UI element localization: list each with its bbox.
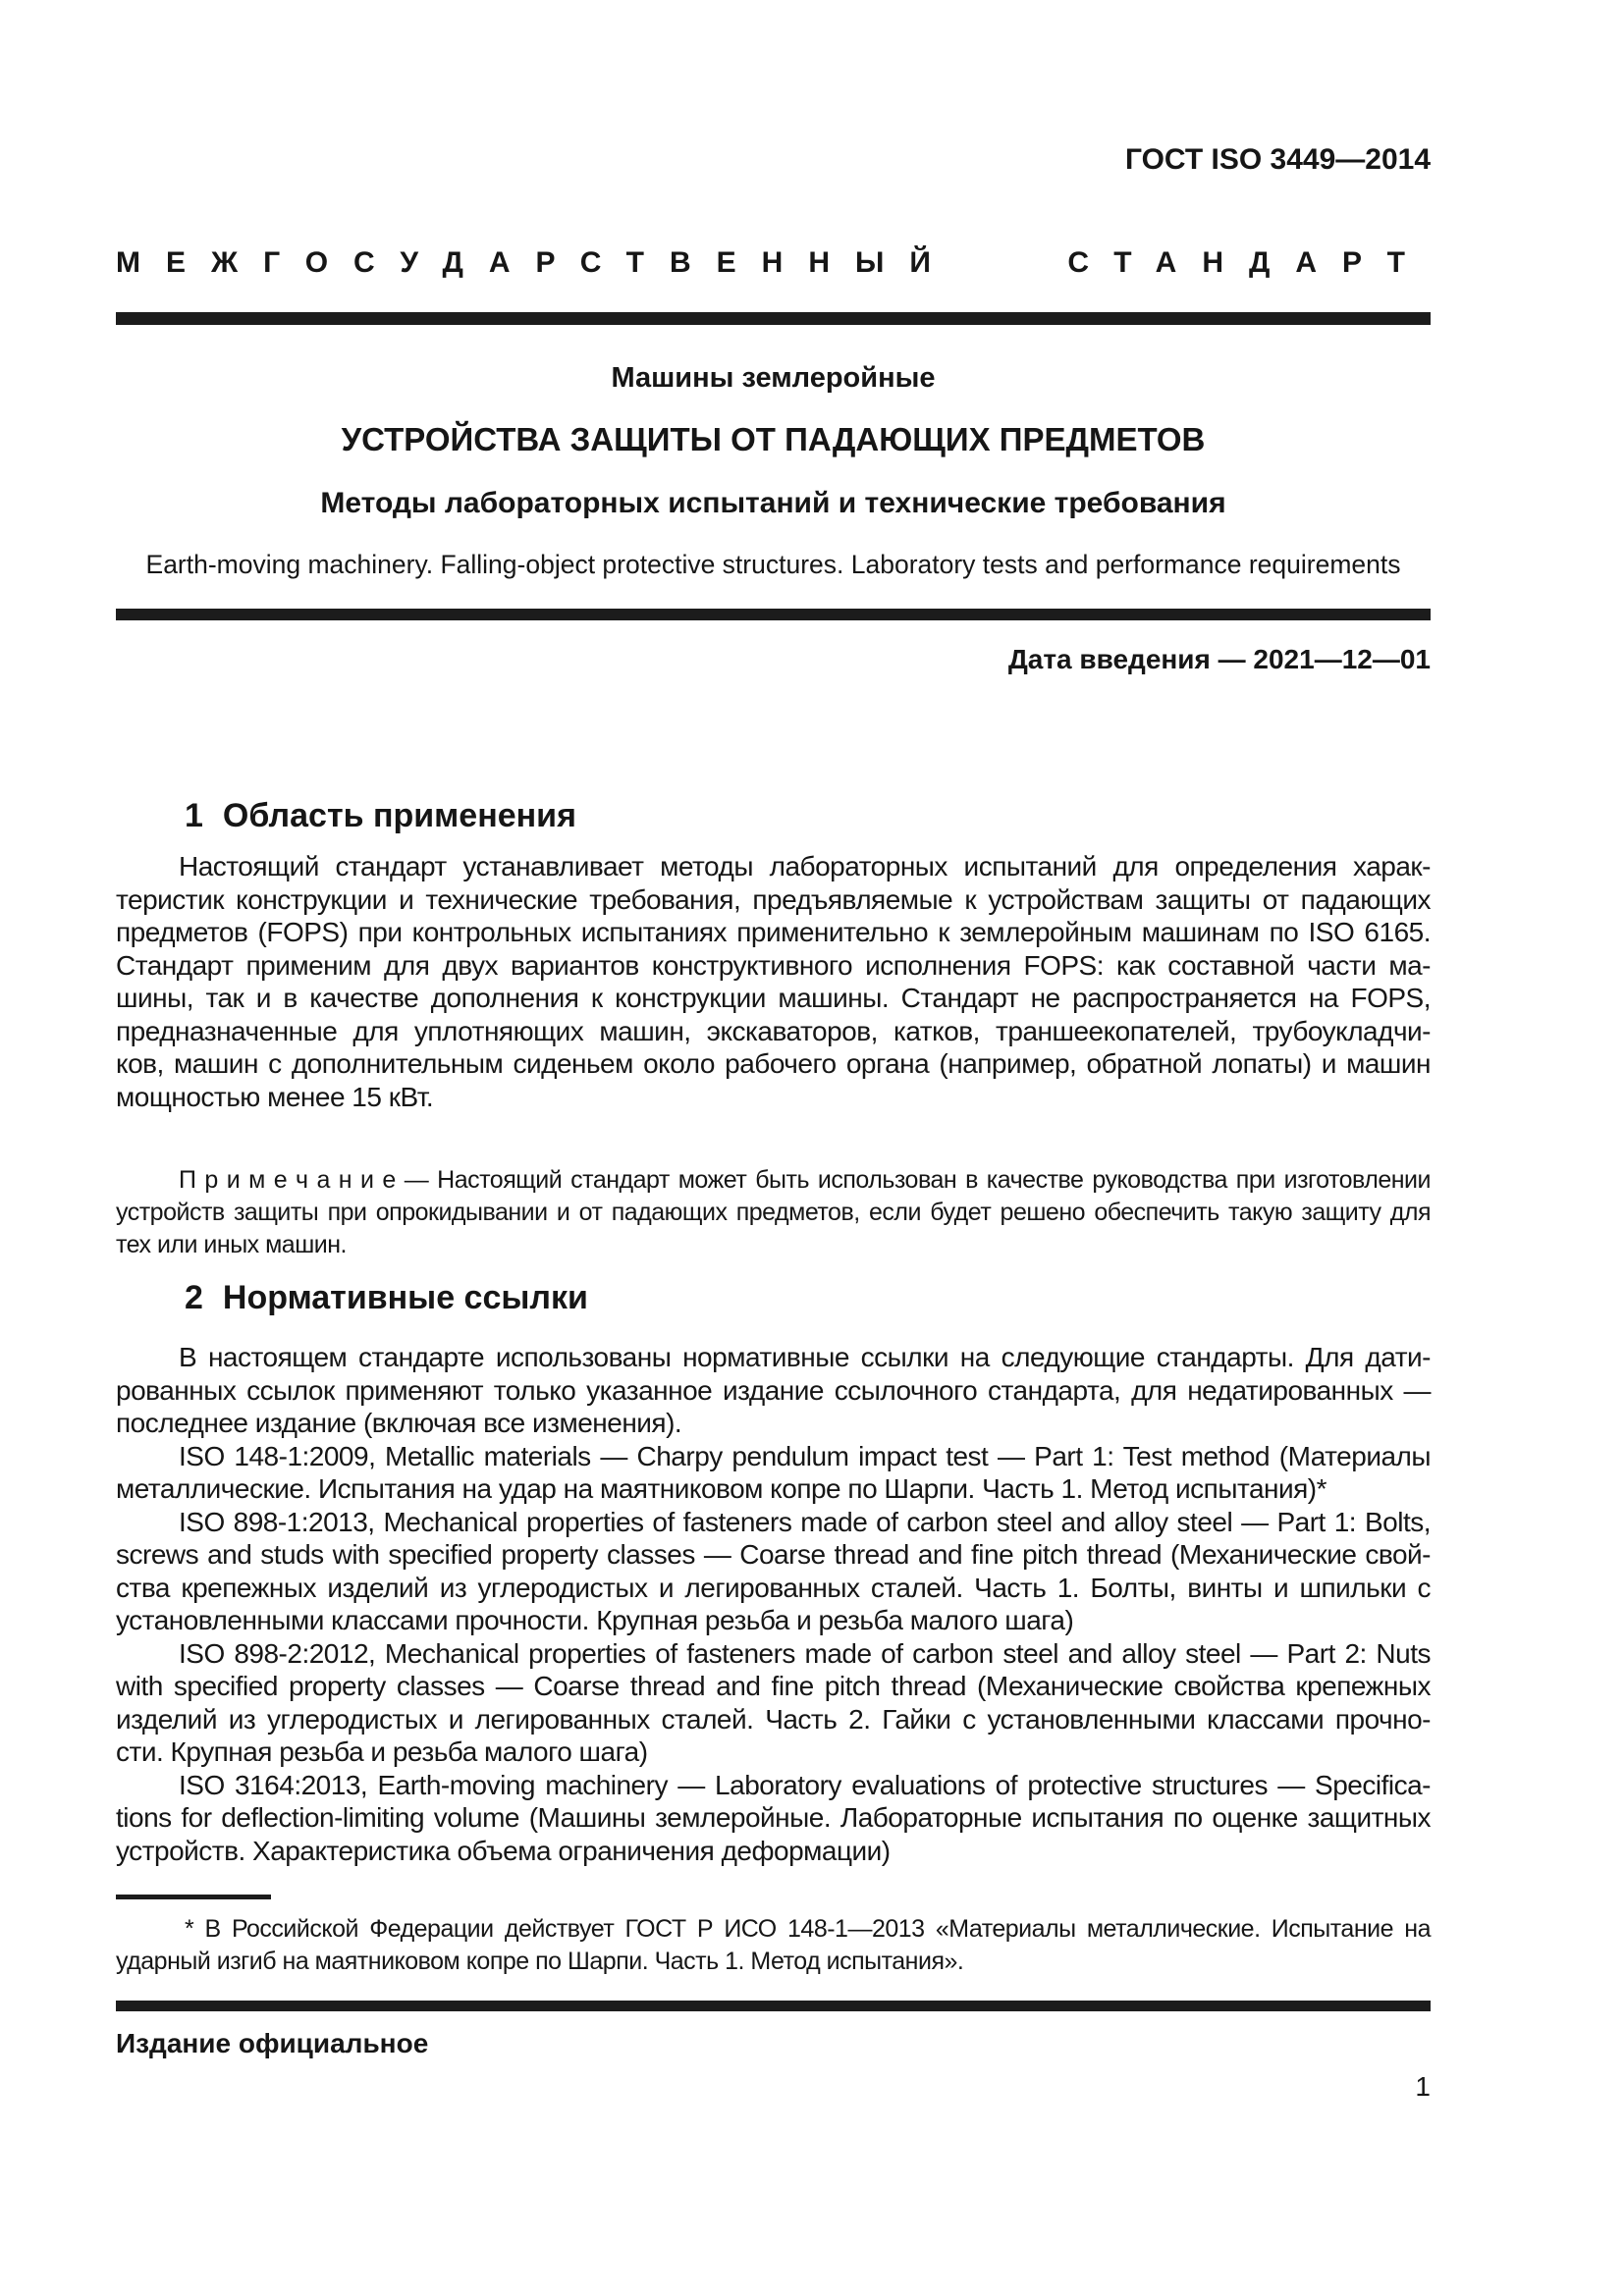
standard-type-banner: МЕЖГОСУДАРСТВЕННЫЙ СТАНДАРТ	[116, 246, 1431, 279]
section-2-number: 2	[185, 1279, 203, 1316]
footnote-text: * В Российской Федерации действует ГОСТ Р ИСО 148-1—2013 «Материалы металлические. Испытание на ударный изгиб на маятниковом копре по Шарпи. Часть 1. Метод испытания».	[116, 1915, 1431, 1975]
section-1-paragraph: Настоящий стандарт устанавливает методы лабораторных испытаний для определения харак- теристик конструкции и технические требования, предъявляемые к устройствам защиты от падающих предметов (FOPS) при контрольных испытаниях применительно к землеройным машинам по ISO 6165. Стандарт применим для двух вариантов конструктивного исполнения FOPS: как составной части ма- шины, так и в качестве дополнения к конструкции машины. Стандарт не распространяется на FOPS, предназначенные для уплотняющих машин, экскаваторов, катков, траншеекопателей, трубоукладчи- ков, машин с дополнительным сиденьем около рабочего органа (например, обратной лопаты) и машин мощностью менее 15 кВт.	[116, 851, 1431, 1112]
footer-rule	[116, 2001, 1431, 2011]
edition-note: Издание официальное	[116, 2028, 429, 2058]
page-number: 1	[1415, 2071, 1431, 2102]
footnote-rule	[116, 1895, 271, 1899]
title-main: УСТРОЙСТВА ЗАЩИТЫ ОТ ПАДАЮЩИХ ПРЕДМЕТОВ	[341, 421, 1206, 457]
reference-iso-898-1: ISO 898-1:2013, Mechanical properties of fasteners made of carbon steel and alloy steel — Part 1: Bolts, screws and studs with specified property classes — Coarse thread and fine pitch thread (Механические свой- ства крепежных изделий из углеродистых и легированных сталей. Часть 1. Болты, винты и шпильки с установленными классами прочности. Крупная резьба и резьба малого шага)	[116, 1506, 1431, 1635]
reference-iso-148-1: ISO 148-1:2009, Metallic materials — Charpy pendulum impact test — Part 1: Test method (Материалы металлические. Испытания на удар на маятниковом копре по Шарпи. Часть 1. Метод испытания)*	[116, 1440, 1431, 1504]
title-rule	[116, 609, 1431, 620]
effective-date: Дата введения — 2021—12—01	[1007, 644, 1431, 674]
section-1-title: Область применения	[222, 797, 576, 834]
title-subtitle: Методы лабораторных испытаний и технические требования	[320, 487, 1226, 519]
section-2-intro: В настоящем стандарте использованы нормативные ссылки на следующие стандарты. Для дати- рованных ссылок применяют только указанное издание ссылочного стандарта, для недатированных — последнее издание (включая все изменения).	[116, 1342, 1431, 1438]
title-english: Earth-moving machinery. Falling-object protective structures. Laboratory tests and performance requirements	[145, 550, 1401, 579]
section-2-title: Нормативные ссылки	[222, 1279, 588, 1316]
header-rule	[116, 312, 1431, 325]
section-2-heading	[116, 1279, 1431, 1317]
section-1-note: П р и м е ч а н и е — Настоящий стандарт может быть использован в качестве руководства при изготовлении устройств защиты при опрокидывании и от падающих предметов, если будет решено обеспечить такую защиту для тех или иных машин.	[116, 1166, 1431, 1258]
title-group: Машины землеройные	[611, 362, 936, 394]
section-1-number: 1	[185, 797, 203, 834]
section-1-heading	[116, 797, 1431, 835]
section-2-body	[116, 1341, 1431, 1867]
reference-iso-3164: ISO 3164:2013, Earth-moving machinery — Laboratory evaluations of protective structures — Specifica- tions for deflection-limiting volume (Машины землеройные. Лабораторные испытания по оценке защитных устройств. Характеристика объема ограничения деформации)	[116, 1769, 1431, 1866]
reference-iso-898-2: ISO 898-2:2012, Mechanical properties of fasteners made of carbon steel and alloy steel — Part 2: Nuts with specified property classes — Coarse thread and fine pitch thread (Механические свойства крепежных изделий из углеродистых и легированных сталей. Часть 2. Гайки с установленными классами прочно- сти. Крупная резьба и резьба малого шага)	[116, 1637, 1431, 1767]
document-code: ГОСТ ISO 3449—2014	[1124, 143, 1431, 176]
